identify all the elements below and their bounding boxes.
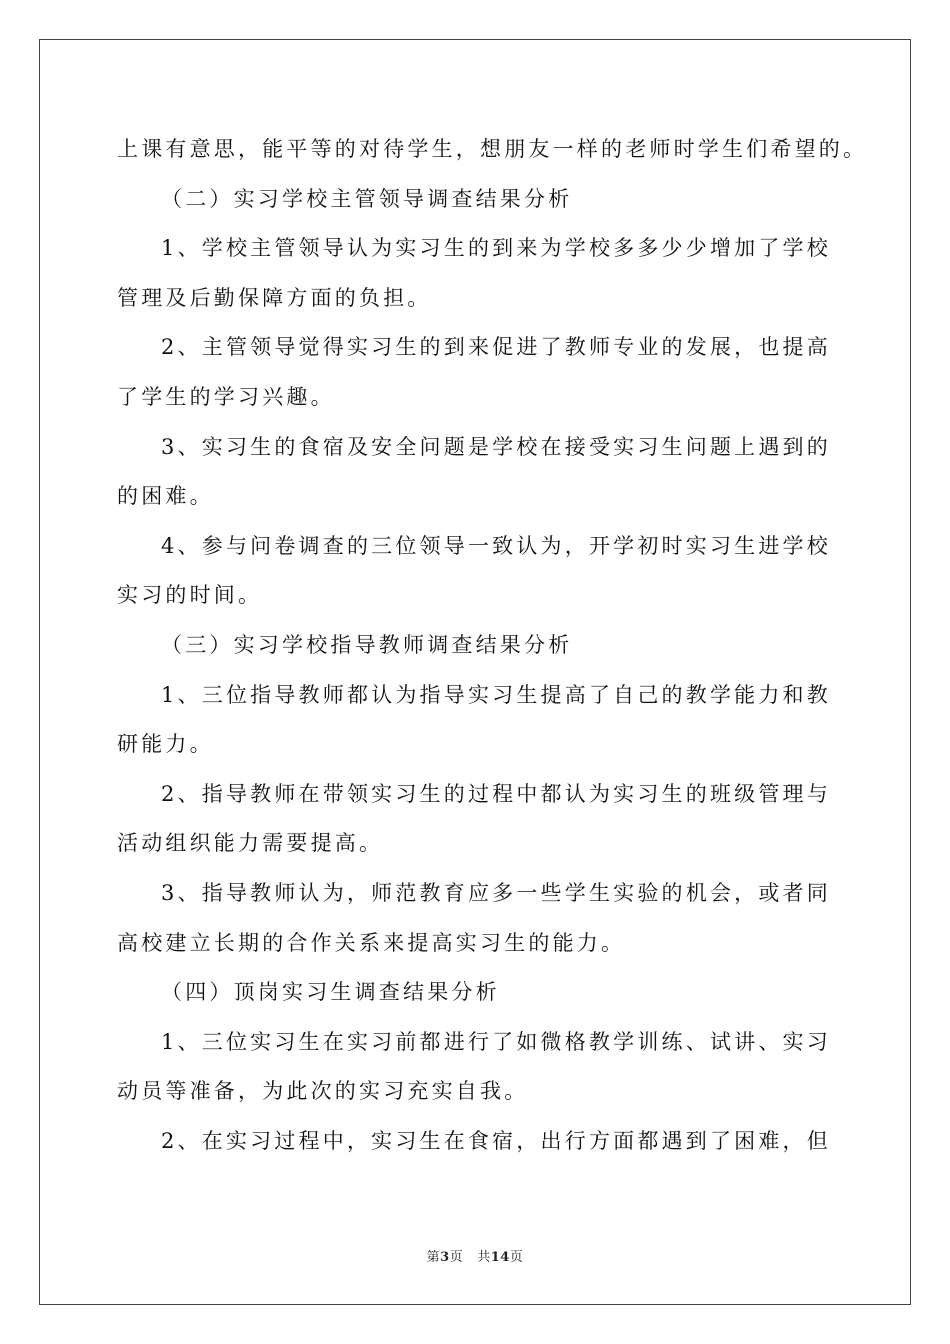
text-line: 4、参与问卷调查的三位领导一致认为，开学初时实习生进学校 <box>161 533 831 558</box>
document-body <box>117 125 868 1166</box>
total-pages: 14 <box>490 1250 510 1265</box>
section-heading: （二）实习学校主管领导调查结果分析 <box>161 186 573 211</box>
total-suffix: 页 <box>509 1250 524 1265</box>
total-prefix: 共 <box>477 1250 491 1265</box>
page-suffix: 页 <box>449 1250 464 1265</box>
text-line: 实习的时间。 <box>117 583 263 608</box>
page-footer <box>0 1246 950 1265</box>
text-line: 1、学校主管领导认为实习生的到来为学校多多少少增加了学校 <box>161 236 831 261</box>
text-line: 2、指导教师在带领实习生的过程中都认为实习生的班级管理与 <box>161 781 831 806</box>
text-line: 的困难。 <box>117 484 214 509</box>
text-line: 3、指导教师认为，师范教育应多一些学生实验的机会，或者同 <box>161 880 831 905</box>
text-line: 了学生的学习兴趣。 <box>117 384 335 409</box>
text-line: 动员等准备，为此次的实习充实自我。 <box>117 1079 529 1104</box>
section-heading: （四）顶岗实习生调查结果分析 <box>161 980 500 1005</box>
text-line: 1、三位实习生在实习前都进行了如微格教学训练、试讲、实习 <box>161 1029 831 1054</box>
text-line: 高校建立长期的合作关系来提高实习生的能力。 <box>117 930 626 955</box>
page-number: 3 <box>440 1250 450 1265</box>
page-prefix: 第 <box>426 1250 441 1265</box>
text-line: 1、三位指导教师都认为指导实习生提高了自己的教学能力和教 <box>161 682 831 707</box>
text-line: 2、主管领导觉得实习生的到来促进了教师专业的发展，也提高 <box>161 335 831 360</box>
text-line: 上课有意思，能平等的对待学生，想朋友一样的老师时学生们希望的。 <box>117 137 868 161</box>
section-heading: （三）实习学校指导教师调查结果分析 <box>161 632 573 657</box>
text-line: 活动组织能力需要提高。 <box>117 831 384 856</box>
text-line: 研能力。 <box>117 732 214 757</box>
text-line: 2、在实习过程中，实习生在食宿，出行方面都遇到了困难，但 <box>161 1128 831 1153</box>
text-line: 3、实习生的食宿及安全问题是学校在接受实习生问题上遇到的 <box>161 434 831 459</box>
text-line: 管理及后勤保障方面的负担。 <box>117 285 432 310</box>
